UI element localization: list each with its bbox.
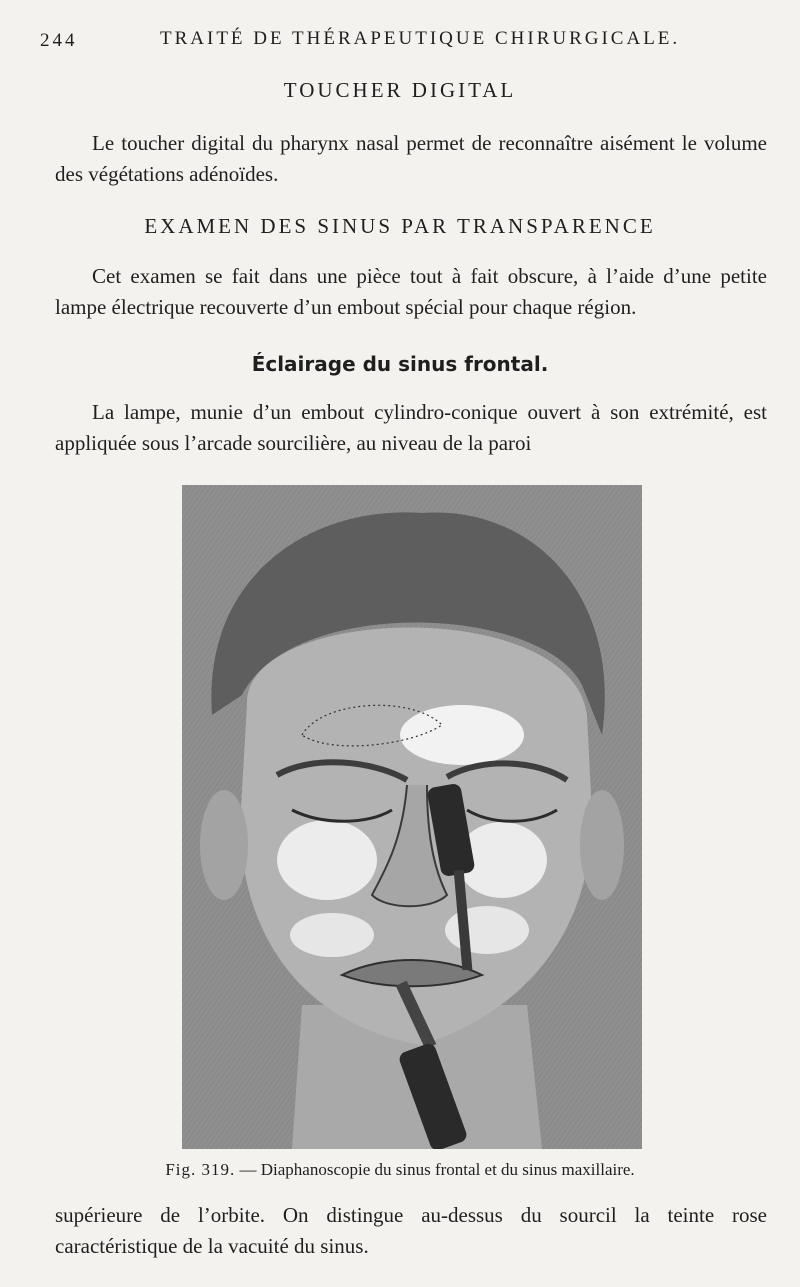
running-header (40, 28, 760, 54)
face-illustration (182, 485, 642, 1149)
section-title-examen: EXAMEN DES SINUS PAR TRANSPARENCE (144, 214, 656, 238)
subheading-eclairage: Éclairage du sinus frontal. (251, 352, 549, 376)
paragraph-toucher: Le toucher digital du pharynx nasal permet de reconnaître aisément le volume des végétations adénoïdes. (55, 131, 767, 186)
paragraph-continuation: supérieure de l’orbite. On distingue au-dessus du sourcil la teinte rose caractéristique de la vacuité du sinus. (55, 1203, 767, 1258)
paragraph-eclairage: La lampe, munie d’un embout cylindro-conique ouvert à son extrémité, est appliquée sous l’arcade sourcilière, au niveau de la paroi (55, 400, 767, 455)
paragraph-examen: Cet examen se fait dans une pièce tout à fait obscure, à l’aide d’une petite lampe électrique recouverte d’un embout spécial pour chaque région. (55, 264, 767, 319)
running-title: TRAITÉ DE THÉRAPEUTIQUE CHIRURGICALE. (160, 28, 681, 49)
figure-label: Fig. 319. (165, 1160, 236, 1179)
section-title-toucher: TOUCHER DIGITAL (283, 78, 517, 102)
figure-engraving (182, 485, 642, 1149)
page-number: 244 (40, 30, 78, 51)
figure-caption-text: — Diaphanoscopie du sinus frontal et du sinus maxillaire. (239, 1160, 635, 1179)
figure-caption (0, 1160, 800, 1180)
